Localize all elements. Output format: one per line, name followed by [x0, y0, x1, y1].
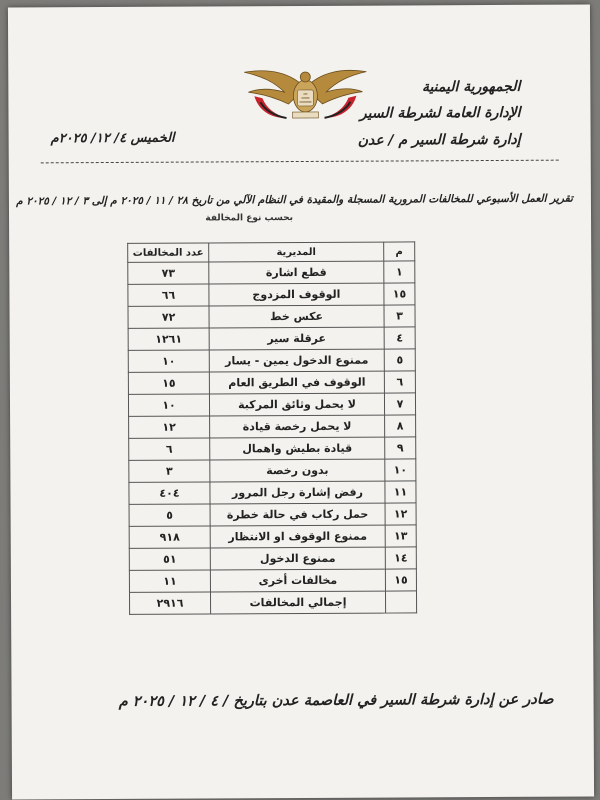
table-row [128, 393, 415, 417]
row-name: عكس خط [209, 305, 384, 328]
row-count: ٩١٨ [129, 526, 210, 548]
row-num: ١٥ [384, 283, 415, 305]
violations-table [127, 241, 417, 615]
table-row [129, 481, 416, 505]
row-count: ٦٦ [128, 284, 209, 306]
table-row [128, 261, 415, 285]
table-row [128, 305, 415, 329]
row-name: ممنوع الدخول يمين - يسار [209, 349, 384, 372]
report-subtitle: بحسب نوع المخالفة [205, 213, 294, 224]
row-count: ١٢٦١ [128, 328, 209, 350]
table-row [128, 327, 415, 351]
table-row [128, 283, 415, 307]
total-empty-cell [385, 591, 416, 613]
table-row [129, 525, 416, 549]
row-name: لا يحمل وثائق المركبة [209, 393, 384, 416]
issued-by-footer: صادر عن إدارة شرطة السير في العاصمة عدن بتاريخ / ٤ / ١٢ / ٢٠٢٥ م [118, 691, 554, 710]
row-count: ٥ [129, 504, 210, 526]
row-name: قطع اشارة [209, 261, 384, 284]
row-name: بدون رخصة [210, 459, 385, 482]
row-count: ٧٢ [128, 306, 209, 328]
row-name: ممنوع الوقوف او الانتظار [210, 525, 385, 548]
row-name: حمل ركاب في حالة خطرة [210, 503, 385, 526]
row-num: ١٣ [385, 525, 416, 547]
table-row [129, 459, 416, 483]
header-count: عدد المخالفات [128, 243, 209, 262]
document-page [8, 4, 594, 799]
row-name: الوقوف المزدوج [209, 283, 384, 306]
header-country: الجمهورية اليمنية [421, 78, 521, 96]
header-num: م [384, 242, 415, 261]
row-num: ٤ [384, 327, 415, 349]
header-branch: إدارة شرطة السير م / عدن [357, 131, 521, 149]
dashed-divider [41, 160, 559, 164]
row-num: ١ [384, 261, 415, 283]
total-count: ٢٩١٦ [129, 592, 210, 614]
row-num: ١٤ [385, 547, 416, 569]
row-num: ٨ [385, 415, 416, 437]
total-label: إجمالي المخالفات [210, 591, 385, 614]
row-count: ١٠ [128, 350, 209, 372]
header-name: المديرية [209, 242, 384, 262]
yemen-eagle-emblem-icon [240, 62, 370, 125]
row-num: ٧ [384, 393, 415, 415]
row-count: ٣ [129, 460, 210, 482]
row-count: ١٠ [128, 394, 209, 416]
row-count: ٤٠٤ [129, 482, 210, 504]
row-num: ٥ [384, 349, 415, 371]
row-count: ٧٣ [128, 262, 209, 284]
table-row [129, 569, 416, 593]
row-name: عرقلة سير [209, 327, 384, 350]
row-name: قيادة بطيش واهمال [210, 437, 385, 460]
row-count: ١٢ [129, 416, 210, 438]
row-num: ١١ [385, 481, 416, 503]
table-row [128, 349, 415, 373]
row-num: ١٥ [385, 569, 416, 591]
row-count: ١١ [129, 570, 210, 592]
row-count: ١٥ [128, 372, 209, 394]
header-department: الإدارة العامة لشرطة السير [359, 104, 521, 122]
row-name: رفض إشارة رجل المرور [210, 481, 385, 504]
table-header-row [128, 242, 415, 263]
header-date: الخميس ٤/ ١٢/ ٢٠٢٥م [50, 130, 175, 147]
table-row [128, 371, 415, 395]
row-num: ٩ [385, 437, 416, 459]
table-total-row [129, 591, 416, 615]
report-title: تقرير العمل الأسبوعي للمخالفات المرورية المسجلة والمقيدة في النظام الآلي من تاريخ ٢٨ / ١١ / ٢٠٢٥ م إلى ٣ / ١٢ / ٢٠٢٥ م [16, 192, 573, 208]
table-row [129, 547, 416, 571]
row-count: ٦ [129, 438, 210, 460]
row-name: الوقوف في الطريق العام [209, 371, 384, 394]
row-num: ١٢ [385, 503, 416, 525]
row-name: مخالفات أخرى [210, 569, 385, 592]
row-num: ١٠ [385, 459, 416, 481]
table-row [129, 503, 416, 527]
row-num: ٣ [384, 305, 415, 327]
row-count: ٥١ [129, 548, 210, 570]
row-name: لا يحمل رخصة قيادة [210, 415, 385, 438]
table-row [129, 415, 416, 439]
row-name: ممنوع الدخول [210, 547, 385, 570]
row-num: ٦ [384, 371, 415, 393]
table-row [129, 437, 416, 461]
